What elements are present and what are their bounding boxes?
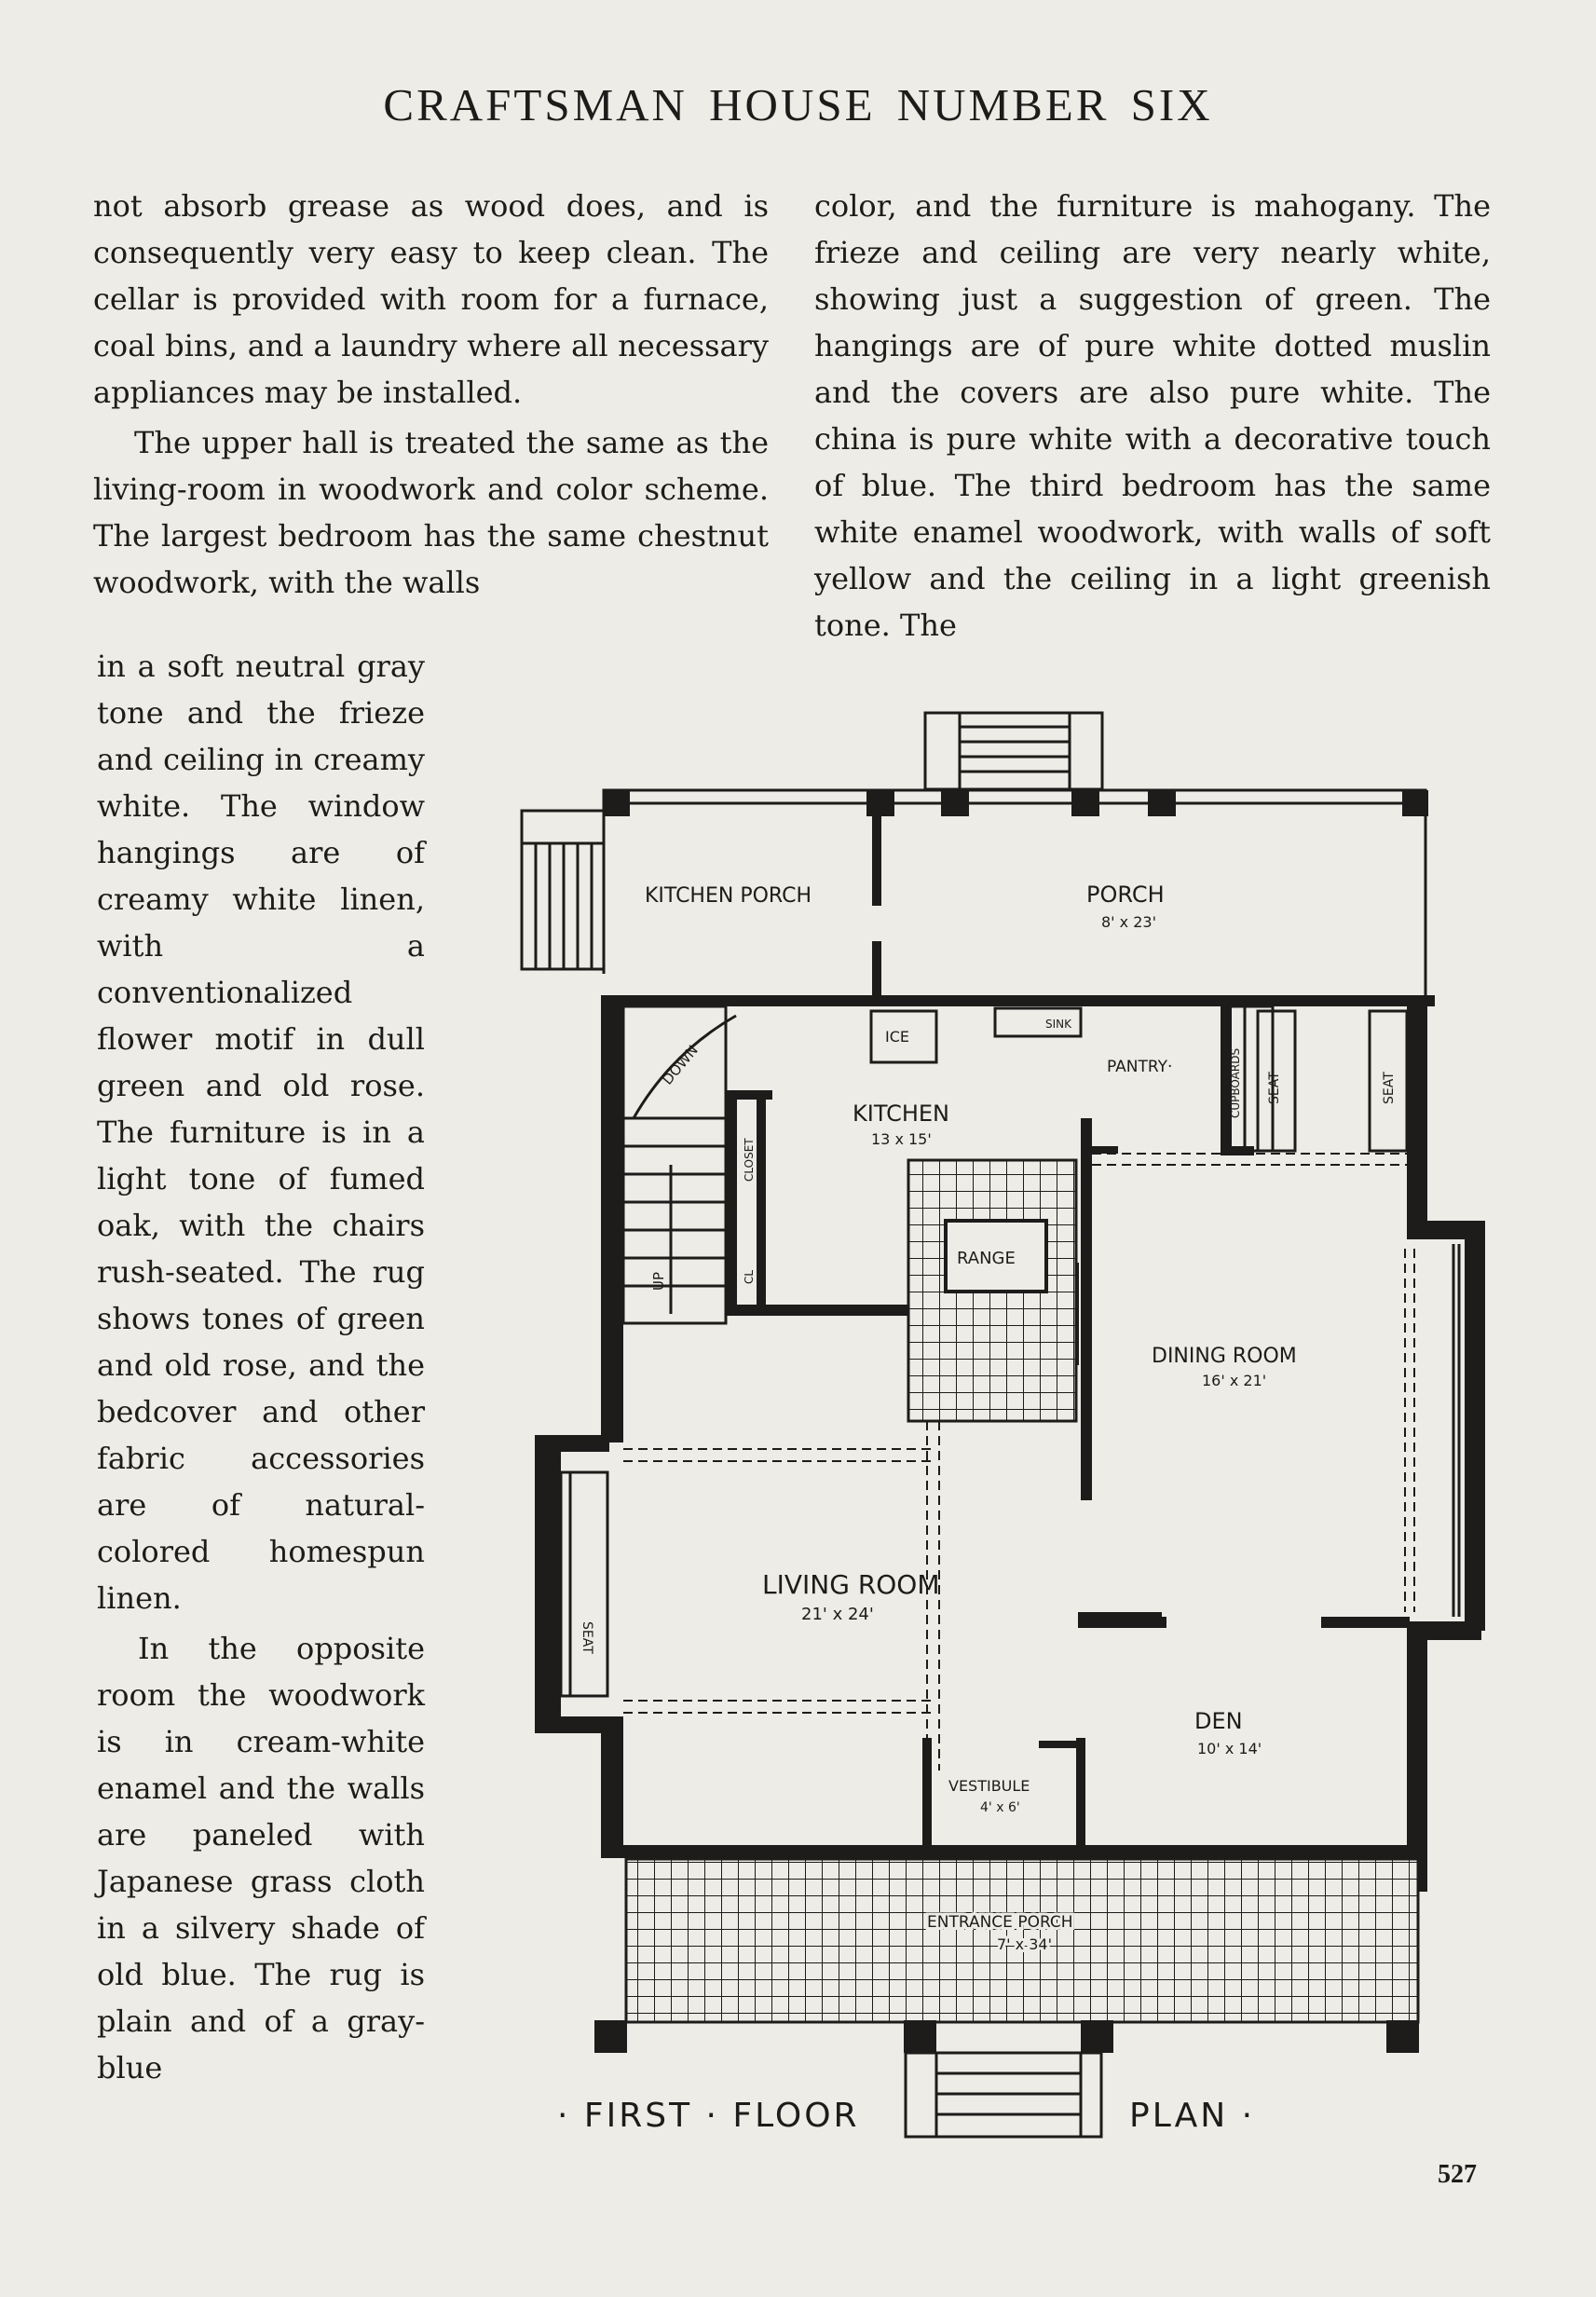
page-number: 527 [1438, 2160, 1477, 2189]
label-seat: SEAT [1382, 1072, 1397, 1104]
label-living-room: LIVING ROOM [762, 1569, 940, 1600]
text-column-left-top [93, 183, 769, 606]
exterior-walls [535, 995, 1485, 1892]
label-sink: SINK [1045, 1018, 1072, 1031]
entrance-porch-posts [594, 2020, 1419, 2053]
label-kitchen-size: 13 x 15' [871, 1130, 932, 1148]
label-porch: PORCH [1086, 882, 1165, 908]
room-dividers [1078, 1617, 1410, 1628]
label-closet: CLOSET [743, 1138, 756, 1182]
interior-walls [726, 1006, 1409, 1850]
label-entrance-porch: ENTRANCE PORCH [927, 1913, 1073, 1932]
paragraph: color, and the furniture is mahogany. The frieze and ceiling are very nearly white, showing just a suggestion of green. The hangings are of pure white dotted muslin and the covers are also pure white. The china is pure white with a decorative touch of blue. The third bedroom has the same white enamel woodwork, with walls of soft yellow and the ceiling in a light greenish tone. The [814, 188, 1491, 643]
label-vestibule-size: 4' x 6' [980, 1800, 1020, 1815]
first-floor-plan [503, 690, 1491, 2153]
paragraph: In the opposite room the woodwork is in cream-white enamel and the walls are paneled with Japanese grass cloth in a silvery shade of old blue. The rug is plain and of a gray-blue [97, 1631, 425, 2085]
paragraph: in a soft neutral gray tone and the frieze and ceiling in creamy white. The window hangings are of creamy white linen, with a conventionalized flower motif in dull green and old rose. The furniture is in a light tone of fumed oak, with the chairs rush-seated. The rug shows tones of green and old rose, and the bedcover and other fabric accessories are of natural-colored homespun linen. [97, 649, 425, 1616]
bay-window-right [1453, 1244, 1459, 1617]
label-cl: CL [743, 1269, 756, 1284]
rear-steps [925, 713, 1102, 789]
label-dining-room: DINING ROOM [1152, 1345, 1297, 1368]
side-steps [522, 811, 604, 969]
label-seat: SEAT [1267, 1072, 1282, 1104]
label-entrance-porch-size: 7' x 34' [997, 1935, 1052, 1953]
entrance-steps [906, 2053, 1101, 2137]
label-den-size: 10' x 14' [1197, 1740, 1262, 1757]
plan-caption-left: · FIRST · FLOOR [557, 2097, 860, 2135]
paragraph: The upper hall is treated the same as the living-room in woodwork and color scheme. The largest bedroom has the same chestnut woodwork, with the walls [93, 425, 769, 600]
label-cupboards: CUPBOARDS [1229, 1047, 1242, 1118]
label-pantry: PANTRY· [1107, 1058, 1173, 1076]
text-column-right-top [814, 183, 1491, 649]
label-den: DEN [1194, 1708, 1243, 1734]
label-seat: SEAT [580, 1621, 594, 1654]
page-title: CRAFTSMAN HOUSE NUMBER SIX [383, 79, 1213, 130]
porch-divider-wall [872, 803, 881, 997]
label-dining-room-size: 16' x 21' [1202, 1372, 1267, 1389]
paragraph: not absorb grease as wood does, and is consequently very easy to keep clean. The cellar is provided with room for a furnace, coal bins, and a laundry where all necessary appliances may be installed. [93, 188, 769, 410]
label-up: UP [650, 1271, 667, 1291]
label-kitchen: KITCHEN [853, 1101, 949, 1127]
label-living-room-size: 21' x 24' [801, 1605, 874, 1624]
label-down: DOWN [659, 1042, 702, 1088]
label-vestibule: VESTIBULE [948, 1777, 1030, 1795]
label-range: RANGE [957, 1249, 1016, 1268]
plan-caption-right: PLAN · [1129, 2097, 1256, 2135]
label-porch-size: 8' x 23' [1101, 913, 1156, 931]
label-ice: ICE [885, 1028, 909, 1046]
text-column-left-bottom [97, 643, 425, 2091]
label-kitchen-porch: KITCHEN PORCH [645, 884, 812, 908]
